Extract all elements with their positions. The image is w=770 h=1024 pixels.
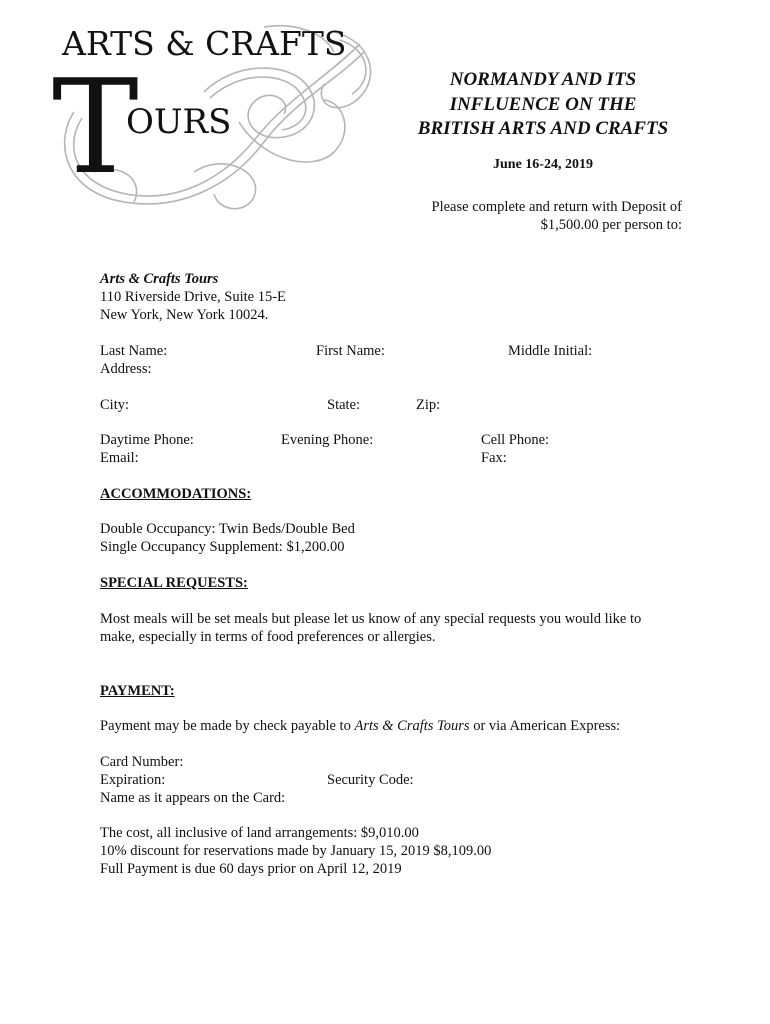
security-code-label: Security Code: — [327, 772, 414, 788]
payment-text-after: or via American Express: — [469, 718, 621, 734]
company-logo — [34, 22, 384, 218]
payment-payee: Arts & Crafts Tours — [354, 718, 470, 734]
payment-heading: PAYMENT: — [100, 683, 175, 699]
address-city: New York, New York 10024. — [100, 307, 269, 323]
last-name-label: Last Name: — [100, 343, 168, 359]
special-requests-line-1: Most meals will be set meals but please let us know of any special requests you would like to — [100, 611, 642, 627]
discount-line: 10% discount for reservations made by January 15, 2019 $8,109.00 — [100, 843, 492, 859]
payment-instructions — [100, 717, 620, 735]
email-label: Email: — [100, 450, 139, 466]
special-requests-line-2: make, especially in terms of food preferences or allergies. — [100, 629, 436, 645]
name-on-card-label: Name as it appears on the Card: — [100, 790, 286, 806]
payment-text-before: Payment may be made by check payable to — [100, 718, 355, 734]
deposit-line-1: Please complete and return with Deposit of — [431, 199, 682, 215]
title-line-1: NORMANDY AND ITS — [449, 69, 637, 90]
zip-label: Zip: — [416, 397, 441, 413]
middle-initial-label: Middle Initial: — [508, 343, 593, 359]
accommodations-line-1: Double Occupancy: Twin Beds/Double Bed — [100, 521, 355, 537]
first-name-label: First Name: — [316, 343, 385, 359]
state-label: State: — [327, 397, 361, 413]
fax-label: Fax: — [481, 450, 507, 466]
title-line-2: INFLUENCE ON THE — [449, 93, 637, 115]
tour-title — [400, 68, 686, 142]
daytime-phone-label: Daytime Phone: — [100, 432, 194, 448]
deposit-line-2: $1,500.00 per person to: — [540, 217, 682, 233]
cost-line: The cost, all inclusive of land arrangements: $9,010.00 — [100, 825, 419, 841]
logo-line-ours: OURS — [126, 102, 232, 142]
full-payment-line: Full Payment is due 60 days prior on April 12, 2019 — [100, 861, 402, 877]
card-number-label: Card Number: — [100, 754, 184, 770]
city-label: City: — [100, 397, 130, 413]
logo-big-letter: T — [52, 51, 139, 203]
expiration-label: Expiration: — [100, 772, 166, 788]
accommodations-line-2: Single Occupancy Supplement: $1,200.00 — [100, 539, 345, 555]
company-name: Arts & Crafts Tours — [100, 271, 219, 287]
accommodations-heading: ACCOMMODATIONS: — [100, 486, 252, 502]
cell-phone-label: Cell Phone: — [481, 432, 550, 448]
evening-phone-label: Evening Phone: — [281, 432, 374, 448]
logo-line-arts-crafts: ARTS & CRAFTS — [62, 24, 347, 63]
address-label: Address: — [100, 361, 152, 377]
tour-date: June 16-24, 2019 — [493, 157, 593, 172]
title-line-3: BRITISH ARTS AND CRAFTS — [417, 118, 669, 139]
address-street: 110 Riverside Drive, Suite 15-E — [100, 289, 286, 305]
deposit-instructions — [432, 198, 682, 234]
special-requests-heading: SPECIAL REQUESTS: — [100, 575, 248, 591]
